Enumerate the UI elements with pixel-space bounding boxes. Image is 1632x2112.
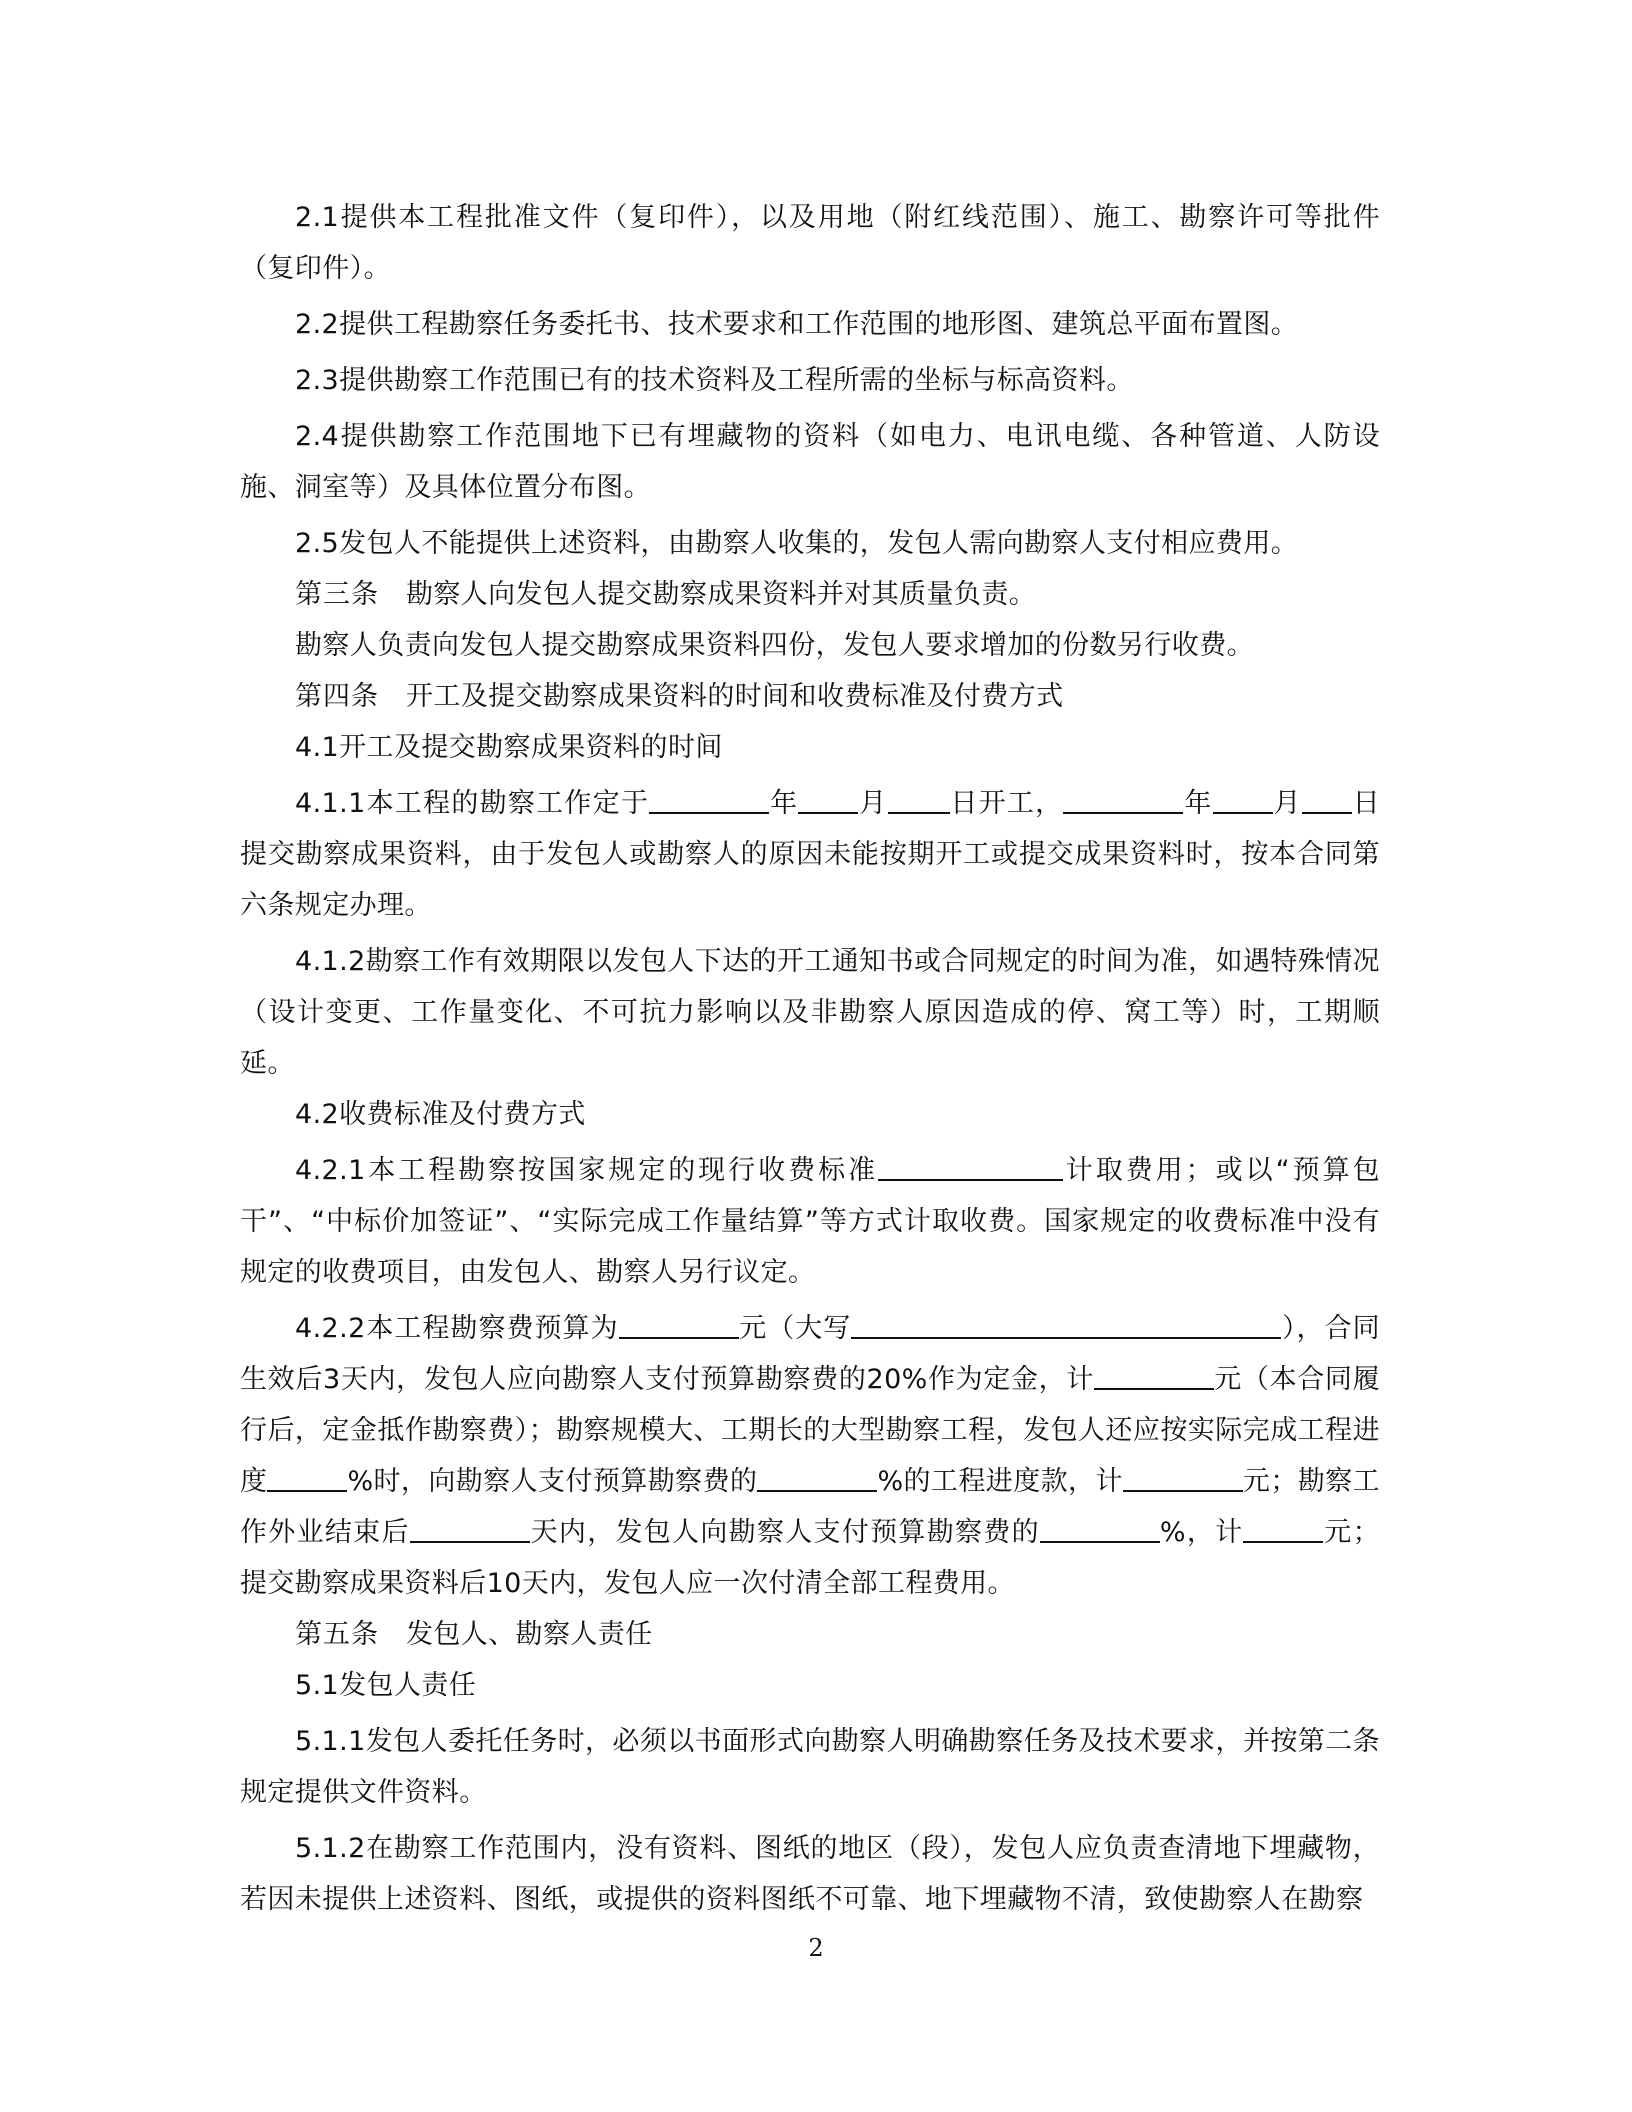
- end-year-blank: [1063, 782, 1183, 814]
- clause-4-2-2-text-c: ），合同生效后3天内，发包人应向勘察人支付预算勘察费的20%作为定金，计: [240, 1313, 1380, 1395]
- clause-4-2-2-text-a: 4.2.2本工程勘察费预算为: [295, 1313, 619, 1344]
- clause-5-1-1: 5.1.1发包人委托任务时，必须以书面形式向勘察人明确勘察任务及技术要求，并按第二条规定提供文件资料。: [240, 1726, 1380, 1808]
- progress-payment-amount-blank: [1123, 1460, 1243, 1492]
- article-4-heading: [240, 671, 1380, 722]
- document-body: [240, 192, 1380, 1925]
- page-number: 2: [808, 1934, 824, 1962]
- clause-4-1-1-text-a: 4.1.1本工程的勘察工作定于: [295, 788, 650, 819]
- clause-4-2-2: [240, 1303, 1380, 1609]
- clause-4-2-2-text-b: 元（大写: [738, 1313, 852, 1344]
- clause-4-1-1-text-b: 日开工，: [949, 788, 1064, 819]
- clause-4-2-2-text-j: 元；提交勘察成果资料后10天内，发包人应一次付清全部工程费用。: [240, 1517, 1380, 1599]
- budget-amount-blank: [619, 1307, 739, 1339]
- clause-5-1: 5.1发包人责任: [295, 1670, 477, 1701]
- article-4-title: 开工及提交勘察成果资料的时间和收费标准及付费方式: [405, 681, 1064, 712]
- start-day-blank: [888, 782, 950, 814]
- clause-4-2-1-text-b: 计取费用；或以“预算包干”、“中标价加签证”、“实际完成工作量结算”等方式计取收费。国家规定的收费标准中没有规定的收费项目，由发包人、勘察人另行议定。: [240, 1155, 1381, 1288]
- clause-4-1: 4.1开工及提交勘察成果资料的时间: [295, 732, 723, 763]
- article-5-number: 第五条: [295, 1619, 379, 1650]
- clause-2-3: 2.3提供勘察工作范围已有的技术资料及工程所需的坐标与标高资料。: [295, 365, 1134, 396]
- article-5-heading: [240, 1609, 1380, 1660]
- deposit-amount-blank: [1094, 1358, 1214, 1390]
- article-3-title: 勘察人向发包人提交勘察成果资料并对其质量负责。: [405, 579, 1037, 610]
- clause-4-1-1-text-c: 日提交勘察成果资料，由于发包人或勘察人的原因未能按期开工或提交成果资料时，按本合同第六条规定办理。: [240, 788, 1381, 921]
- start-year-blank: [649, 782, 769, 814]
- clause-3-1: 勘察人负责向发包人提交勘察成果资料四份，发包人要求增加的份数另行收费。: [295, 630, 1254, 661]
- clause-4-1-1: [240, 778, 1380, 931]
- clause-2-1: 2.1提供本工程批准文件（复印件），以及用地（附红线范围）、施工、勘察许可等批件（复印件）。: [240, 202, 1380, 284]
- clause-4-2-2-text-e: %时，向勘察人支付预算勘察费的: [347, 1466, 758, 1497]
- start-month-blank: [798, 782, 858, 814]
- fieldwork-payment-percent-blank: [1040, 1511, 1160, 1543]
- clause-4-2-2-text-d: 元（本合同履行后，定金抵作勘察费）；勘察规模大、工期长的大型勘察工程，发包人还应按实际完成工程进度: [240, 1364, 1380, 1497]
- clause-4-2-1-text-a: 4.2.1本工程勘察按国家规定的现行收费标准: [295, 1155, 879, 1186]
- article-3-heading: [240, 569, 1380, 620]
- clause-4-2-2-text-i: %，计: [1159, 1517, 1244, 1548]
- article-5-title: 发包人、勘察人责任: [405, 1619, 653, 1650]
- month-label: 月: [858, 788, 888, 819]
- end-month-blank: [1213, 782, 1273, 814]
- fee-standard-blank: [878, 1149, 1063, 1181]
- fieldwork-payment-amount-blank: [1243, 1511, 1323, 1543]
- clause-5-1-2: 5.1.2在勘察工作范围内，没有资料、图纸的地区（段），发包人应负责查清地下埋藏物，若因未提供上述资料、图纸，或提供的资料图纸不可靠、地下埋藏物不清，致使勘察人在勘察: [240, 1833, 1380, 1915]
- clause-2-2: 2.2提供工程勘察任务委托书、技术要求和工作范围的地形图、建筑总平面布置图。: [295, 309, 1299, 340]
- month-label: 月: [1272, 788, 1302, 819]
- year-label: 年: [1183, 788, 1213, 819]
- clause-4-2-2-text-h: 天内，发包人向勘察人支付预算勘察费的: [529, 1517, 1040, 1548]
- days-after-fieldwork-blank: [410, 1511, 530, 1543]
- clause-2-5: 2.5发包人不能提供上述资料，由勘察人收集的，发包人需向勘察人支付相应费用。: [295, 528, 1299, 559]
- clause-4-2: 4.2收费标准及付费方式: [295, 1099, 586, 1130]
- progress-payment-percent-blank: [757, 1460, 877, 1492]
- clause-4-2-2-text-g: 元；勘察工作外业结束后: [240, 1466, 1381, 1548]
- clause-2-4: 2.4提供勘察工作范围地下已有埋藏物的资料（如电力、电讯电缆、各种管道、人防设施、洞室等）及具体位置分布图。: [240, 421, 1380, 503]
- budget-amount-words-blank: [851, 1307, 1281, 1339]
- progress-percent-blank: [267, 1460, 347, 1492]
- clause-4-2-1: [240, 1145, 1380, 1298]
- year-label: 年: [769, 788, 799, 819]
- clause-4-2-2-text-f: %的工程进度款，计: [877, 1466, 1123, 1497]
- article-4-number: 第四条: [295, 681, 379, 712]
- article-3-number: 第三条: [295, 579, 379, 610]
- clause-4-1-2: 4.1.2勘察工作有效期限以发包人下达的开工通知书或合同规定的时间为准，如遇特殊情况（设计变更、工作量变化、不可抗力影响以及非勘察人原因造成的停、窝工等）时，工期顺延。: [240, 946, 1380, 1079]
- end-day-blank: [1302, 782, 1352, 814]
